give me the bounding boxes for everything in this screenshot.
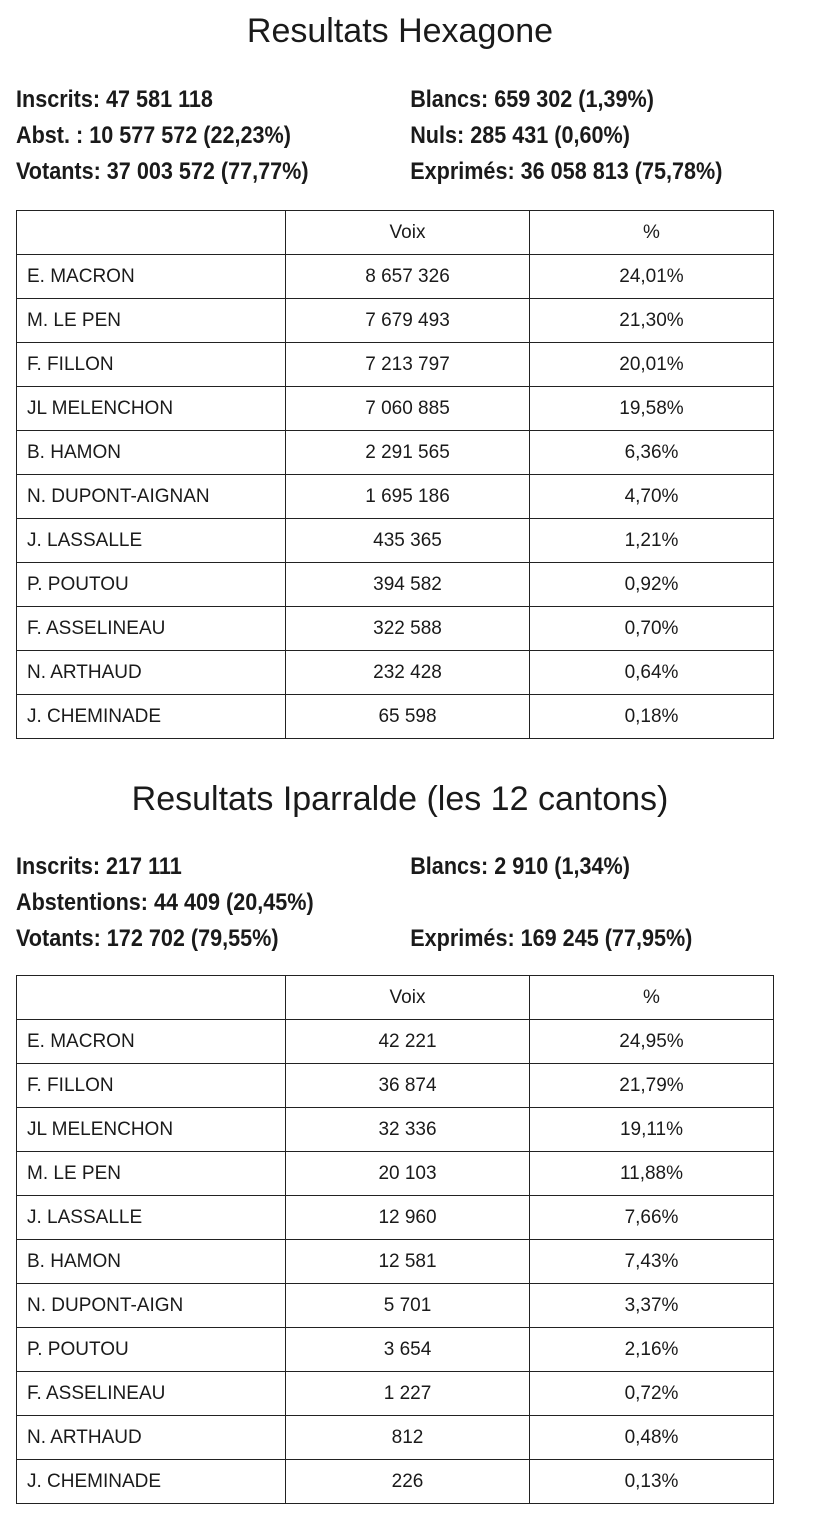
candidate-name-cell: P. POUTOU	[17, 563, 286, 607]
table-row	[17, 563, 774, 607]
votes-cell: 394 582	[286, 563, 530, 607]
abstention-stat: Abst. : 10 577 572 (22,23%)	[16, 122, 291, 149]
percentage-cell: 24,01%	[530, 255, 774, 299]
votes-cell: 232 428	[286, 651, 530, 695]
stats-row	[16, 921, 727, 957]
iparralde-stats	[16, 849, 727, 957]
table-row	[17, 651, 774, 695]
table-row	[17, 519, 774, 563]
candidate-name-cell: N. ARTHAUD	[17, 1416, 286, 1460]
iparralde-results-table	[16, 975, 774, 1504]
votes-cell: 322 588	[286, 607, 530, 651]
percentage-cell: 24,95%	[530, 1020, 774, 1064]
candidate-name-cell: E. MACRON	[17, 255, 286, 299]
header-blank-cell	[17, 976, 286, 1020]
votes-cell: 226	[286, 1460, 530, 1504]
candidate-name-cell: JL MELENCHON	[17, 1108, 286, 1152]
table-row	[17, 1416, 774, 1460]
abstention-stat: Abstentions: 44 409 (20,45%)	[16, 889, 314, 916]
votes-cell: 435 365	[286, 519, 530, 563]
votes-cell: 1 695 186	[286, 475, 530, 519]
candidate-name-cell: J. CHEMINADE	[17, 1460, 286, 1504]
hexagone-stats	[16, 82, 727, 190]
candidate-name-cell: B. HAMON	[17, 431, 286, 475]
table-row	[17, 1240, 774, 1284]
table-row	[17, 1372, 774, 1416]
percentage-cell: 2,16%	[530, 1328, 774, 1372]
percentage-cell: 21,79%	[530, 1064, 774, 1108]
votes-cell: 8 657 326	[286, 255, 530, 299]
table-header-row	[17, 211, 774, 255]
votes-cell: 812	[286, 1416, 530, 1460]
header-votes-cell: Voix	[286, 976, 530, 1020]
inscrits-stat: Inscrits: 217 111	[16, 853, 182, 880]
hexagone-title: Resultats Hexagone	[246, 12, 554, 50]
candidate-name-cell: B. HAMON	[17, 1240, 286, 1284]
candidate-name-cell: E. MACRON	[17, 1020, 286, 1064]
candidate-name-cell: JL MELENCHON	[17, 387, 286, 431]
percentage-cell: 19,58%	[530, 387, 774, 431]
iparralde-title: Resultats Iparralde (les 12 cantons)	[131, 780, 669, 818]
table-row	[17, 343, 774, 387]
table-row	[17, 695, 774, 739]
candidate-name-cell: J. CHEMINADE	[17, 695, 286, 739]
table-row	[17, 255, 774, 299]
percentage-cell: 1,21%	[530, 519, 774, 563]
votes-cell: 20 103	[286, 1152, 530, 1196]
votes-cell: 32 336	[286, 1108, 530, 1152]
exprimes-stat: Exprimés: 169 245 (77,95%)	[410, 925, 693, 952]
percentage-cell: 20,01%	[530, 343, 774, 387]
percentage-cell: 21,30%	[530, 299, 774, 343]
table-row	[17, 1460, 774, 1504]
candidate-name-cell: F. FILLON	[17, 343, 286, 387]
stats-row	[16, 118, 727, 154]
candidate-name-cell: F. ASSELINEAU	[17, 1372, 286, 1416]
hexagone-results-table	[16, 210, 774, 739]
votants-stat: Votants: 37 003 572 (77,77%)	[16, 158, 309, 185]
table-row	[17, 431, 774, 475]
table-header-row	[17, 976, 774, 1020]
table-row	[17, 299, 774, 343]
stats-row	[16, 154, 727, 190]
percentage-cell: 7,43%	[530, 1240, 774, 1284]
percentage-cell: 11,88%	[530, 1152, 774, 1196]
candidate-name-cell: N. ARTHAUD	[17, 651, 286, 695]
candidate-name-cell: F. ASSELINEAU	[17, 607, 286, 651]
table-row	[17, 1328, 774, 1372]
candidate-name-cell: P. POUTOU	[17, 1328, 286, 1372]
table-row	[17, 1108, 774, 1152]
table-row	[17, 1284, 774, 1328]
table-row	[17, 1152, 774, 1196]
percentage-cell: 7,66%	[530, 1196, 774, 1240]
percentage-cell: 4,70%	[530, 475, 774, 519]
percentage-cell: 0,13%	[530, 1460, 774, 1504]
candidate-name-cell: F. FILLON	[17, 1064, 286, 1108]
votes-cell: 12 960	[286, 1196, 530, 1240]
exprimes-stat: Exprimés: 36 058 813 (75,78%)	[410, 158, 723, 185]
stats-row	[16, 885, 727, 921]
votes-cell: 7 213 797	[286, 343, 530, 387]
table-row	[17, 1020, 774, 1064]
votes-cell: 7 679 493	[286, 299, 530, 343]
table-row	[17, 387, 774, 431]
stats-row	[16, 82, 727, 118]
percentage-cell: 0,72%	[530, 1372, 774, 1416]
votes-cell: 7 060 885	[286, 387, 530, 431]
candidate-name-cell: N. DUPONT-AIGN	[17, 1284, 286, 1328]
table-row	[17, 475, 774, 519]
percentage-cell: 0,64%	[530, 651, 774, 695]
votes-cell: 1 227	[286, 1372, 530, 1416]
percentage-cell: 0,18%	[530, 695, 774, 739]
candidate-name-cell: M. LE PEN	[17, 299, 286, 343]
percentage-cell: 0,70%	[530, 607, 774, 651]
stats-row	[16, 849, 727, 885]
votes-cell: 5 701	[286, 1284, 530, 1328]
candidate-name-cell: N. DUPONT-AIGNAN	[17, 475, 286, 519]
percentage-cell: 6,36%	[530, 431, 774, 475]
percentage-cell: 3,37%	[530, 1284, 774, 1328]
votes-cell: 2 291 565	[286, 431, 530, 475]
blancs-stat: Blancs: 659 302 (1,39%)	[410, 86, 654, 113]
blancs-stat: Blancs: 2 910 (1,34%)	[410, 853, 630, 880]
votants-stat: Votants: 172 702 (79,55%)	[16, 925, 279, 952]
candidate-name-cell: J. LASSALLE	[17, 519, 286, 563]
votes-cell: 36 874	[286, 1064, 530, 1108]
header-blank-cell	[17, 211, 286, 255]
table-row	[17, 1196, 774, 1240]
votes-cell: 3 654	[286, 1328, 530, 1372]
percentage-cell: 19,11%	[530, 1108, 774, 1152]
percentage-cell: 0,92%	[530, 563, 774, 607]
candidate-name-cell: M. LE PEN	[17, 1152, 286, 1196]
inscrits-stat: Inscrits: 47 581 118	[16, 86, 213, 113]
table-row	[17, 1064, 774, 1108]
header-votes-cell: Voix	[286, 211, 530, 255]
candidate-name-cell: J. LASSALLE	[17, 1196, 286, 1240]
percentage-cell: 0,48%	[530, 1416, 774, 1460]
votes-cell: 12 581	[286, 1240, 530, 1284]
votes-cell: 42 221	[286, 1020, 530, 1064]
nuls-stat: Nuls: 285 431 (0,60%)	[410, 122, 630, 149]
table-row	[17, 607, 774, 651]
header-pct-cell: %	[530, 211, 774, 255]
header-pct-cell: %	[530, 976, 774, 1020]
votes-cell: 65 598	[286, 695, 530, 739]
